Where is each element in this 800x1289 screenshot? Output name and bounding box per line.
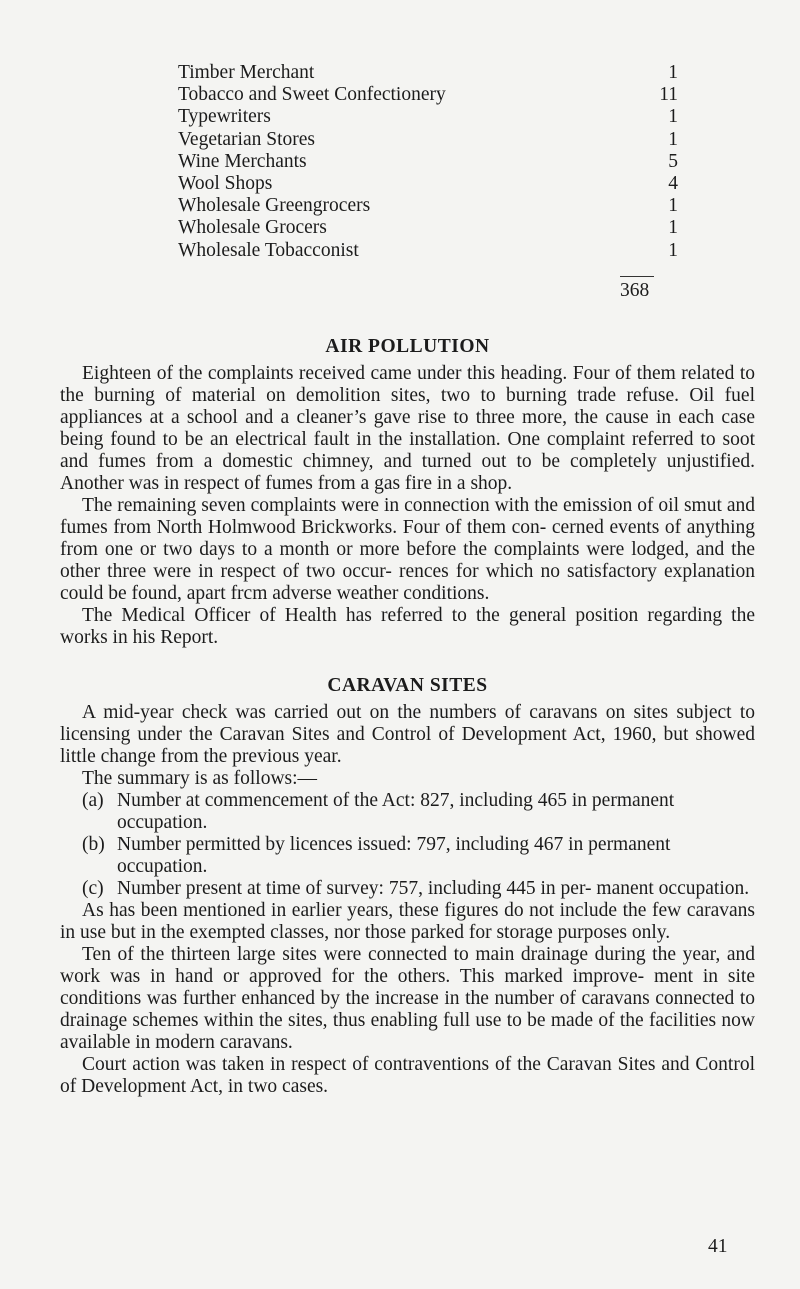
summary-item-label: (a) bbox=[82, 789, 104, 811]
caravan-paragraph-2: The summary is as follows:— bbox=[82, 767, 318, 789]
trade-count: 1 bbox=[668, 217, 678, 239]
trade-count: 4 bbox=[668, 172, 678, 194]
total-divider bbox=[620, 276, 654, 277]
caravan-paragraph-1: A mid-year check was carried out on the numbers of caravans on sites subject to licensing under the Caravan Sites and Control of Development Act, 1960, but showed little change from the previous year. bbox=[60, 701, 755, 767]
air-paragraph-2: The remaining seven complaints were in connection with the emission of oil smut and fumes from North Holmwood Brickworks. Four of them con- cerned events of anything from one or two days to a month or more before the complaints were lodged, and the other three were in respect of two occur- rences for which no satisfactory explanation could be found, apart frcm adverse weather conditions. bbox=[60, 494, 755, 604]
caravan-sites-heading: CARAVAN SITES bbox=[327, 674, 488, 696]
air-pollution-heading: AIR POLLUTION bbox=[325, 335, 490, 357]
caravan-paragraph-5: Court action was taken in respect of contraventions of the Caravan Sites and Control of Development Act, in two cases. bbox=[60, 1053, 755, 1097]
document-page bbox=[60, 62, 755, 1098]
trade-name: Wine Merchants bbox=[178, 150, 307, 172]
summary-item-label: (c) bbox=[82, 877, 104, 899]
summary-item-text: Number present at time of survey: 757, including 445 in per- manent occupation. bbox=[117, 877, 750, 899]
summary-item-text: Number at commencement of the Act: 827, including 465 in permanent occupation. bbox=[117, 789, 675, 833]
trade-name: Timber Merchant bbox=[178, 62, 315, 83]
trade-row bbox=[178, 195, 678, 217]
trade-name: Wholesale Grocers bbox=[178, 217, 327, 239]
trade-count: 1 bbox=[668, 128, 678, 150]
trade-row bbox=[178, 217, 678, 239]
trade-name: Wool Shops bbox=[178, 172, 273, 194]
summary-item bbox=[82, 790, 755, 834]
trade-row bbox=[178, 173, 678, 195]
trade-name: Wholesale Tobacconist bbox=[178, 239, 359, 261]
trade-list bbox=[178, 62, 678, 262]
trade-count: 1 bbox=[668, 106, 678, 128]
trade-row bbox=[178, 62, 678, 84]
trade-name: Typewriters bbox=[178, 106, 271, 128]
trade-name: Tobacco and Sweet Confectionery bbox=[178, 84, 446, 106]
trade-name: Vegetarian Stores bbox=[178, 128, 315, 150]
page-number: 41 bbox=[708, 1236, 728, 1257]
air-paragraph-3: The Medical Officer of Health has referred to the general position regarding the works in his Report. bbox=[60, 604, 755, 648]
trade-count: 1 bbox=[668, 62, 678, 83]
trade-count: 1 bbox=[668, 195, 678, 217]
trade-row bbox=[178, 129, 678, 151]
trade-total: 368 bbox=[620, 279, 650, 301]
caravan-paragraph-4: Ten of the thirteen large sites were connected to main drainage during the year, and work was in hand or approved for the others. This marked improve- ment in site conditions was further enhanced by the increase in the number of caravans connected to drainage schemes within the sites, thus enabling full use to be made of the facilities now available in modern caravans. bbox=[60, 943, 755, 1053]
trade-count: 11 bbox=[659, 84, 678, 106]
trade-count: 1 bbox=[668, 239, 678, 261]
trade-row bbox=[178, 106, 678, 128]
caravan-paragraph-3: As has been mentioned in earlier years, these figures do not include the few caravans in use but in the exempted classes, nor those parked for storage purposes only. bbox=[60, 899, 755, 943]
summary-item bbox=[82, 834, 755, 878]
summary-item bbox=[82, 878, 755, 900]
air-paragraph-1: Eighteen of the complaints received came under this heading. Four of them related to the burning of material on demolition sites, two to burning trade refuse. Oil fuel appliances at a school and a cleaner’s gave rise to three more, the cause in each case being found to be an electrical fault in the installation. One complaint referred to soot and fumes from a domestic chimney, and turned out to be completely unjustified. Another was in respect of fumes from a gas fire in a shop. bbox=[60, 362, 755, 494]
summary-item-label: (b) bbox=[82, 833, 105, 855]
summary-item-text: Number permitted by licences issued: 797, including 467 in permanent occupation. bbox=[117, 833, 671, 877]
trade-row bbox=[178, 240, 678, 262]
trade-count: 5 bbox=[668, 150, 678, 172]
trade-row bbox=[178, 84, 678, 106]
trade-name: Wholesale Greengrocers bbox=[178, 195, 371, 217]
trade-row bbox=[178, 151, 678, 173]
